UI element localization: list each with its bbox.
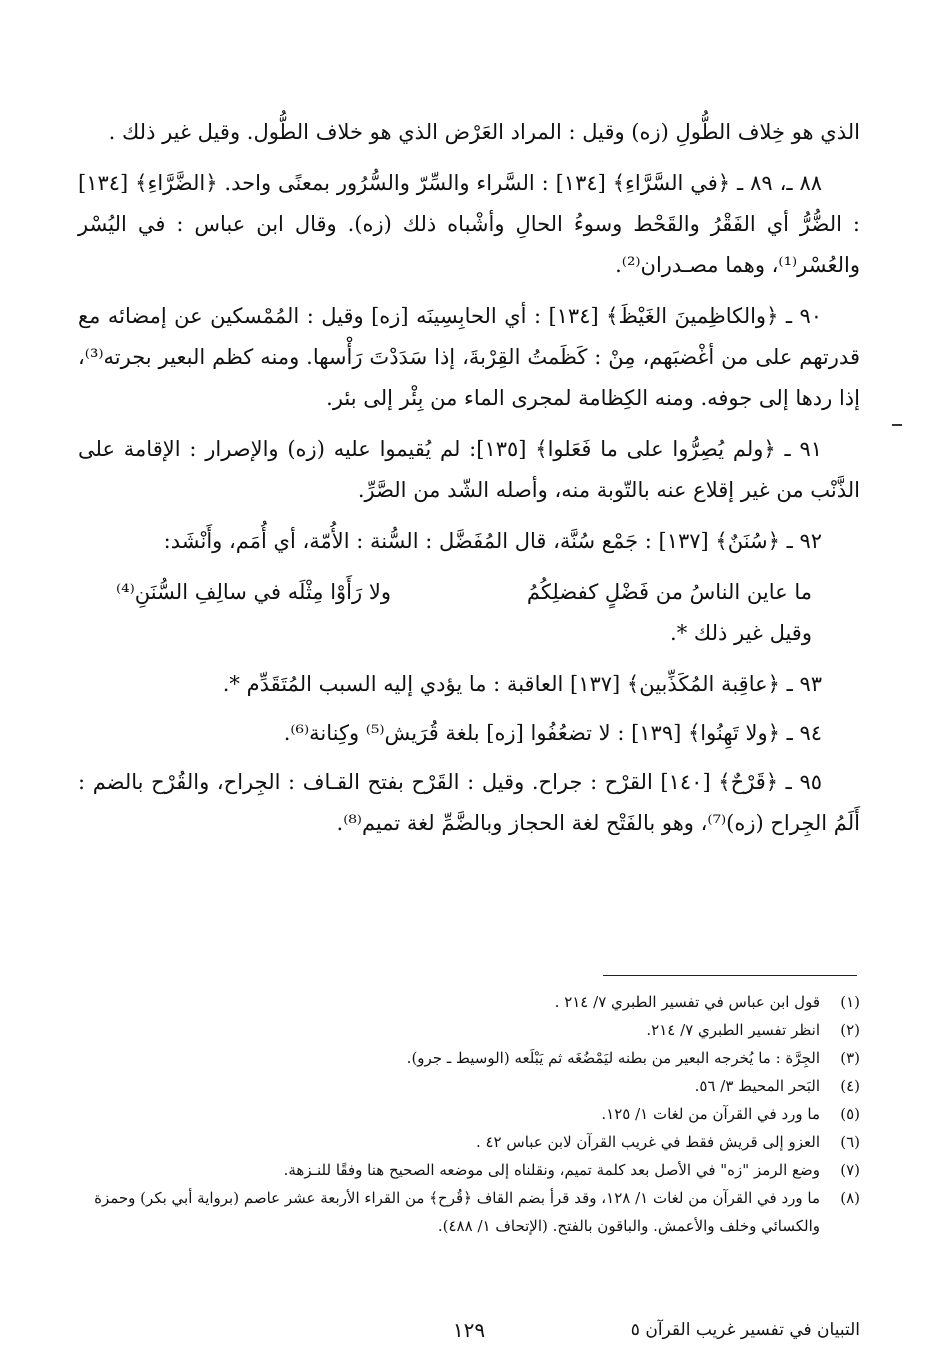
entry-90: ٩٠ ـ ﴿والكاظِمينَ الغَيْظَ﴾ [١٣٤] : أي الحابِسِينَه [زه] وقيل : المُمْسكين عن إمضائه مع قدرتهم على من أغْضبَهم، مِنْ : كَظَمتُ القِرْبةَ، إذا سَدَدْتَ رَأْسها. ومنه كظم البعير بجرته⁽³⁾، إذا ردها إلى جوفه. ومنه الكِظامة لمجرى الماء من بِئْر إلى بئر. bbox=[78, 304, 860, 410]
footnote-text: وضع الرمز "زه" في الأصل بعد كلمة تميم، ونقلناه إلى موضعه الصحيح هنا وفقًا للنـزهة. bbox=[283, 1161, 820, 1179]
footnote bbox=[78, 1184, 860, 1240]
footnote-text: ما ورد في القرآن من لغات ١/ ١٢٥. bbox=[601, 1105, 820, 1123]
entry-88-89: ٨٨ ـ، ٨٩ ـ ﴿في السَّرَّاءِ﴾ [١٣٤] : السَّراء والسِّرّ والسُّرُور بمعنًى واحد. ﴿الضَّرَّاءِ﴾ [١٣٤] : الضُّرُّ أي الفَقْرُ والقَحْط وسوءُ الحالِ وأشْباه ذلك (زه). وقال ابن عباس : في اليُسْر والعُسْر⁽¹⁾، وهما مصـدران⁽²⁾. bbox=[78, 171, 860, 277]
footnote bbox=[78, 988, 860, 1016]
footnote-text: قول ابن عباس في تفسير الطبري ٧/ ٢١٤ . bbox=[554, 993, 820, 1011]
footnote bbox=[78, 1156, 860, 1184]
paragraph-continuation: الذي هو خِلاف الطُّولِ (زه) وقيل : المراد العَرْض الذي هو خلاف الطُّول. وقيل غير ذلك . bbox=[108, 120, 860, 144]
footnote-number: (٧) bbox=[840, 1161, 860, 1179]
footnote-number: (١) bbox=[840, 993, 860, 1011]
verse-hemistich-second: ولا رَأَوْا مِثْلَه في سالِفِ السُّنَنِ⁽⁴⁾ bbox=[116, 580, 391, 604]
footnote-text: العزو إلى قريش فقط في غريب القرآن لابن عباس ٤٢ . bbox=[475, 1133, 820, 1151]
footnote-number: (٢) bbox=[840, 1021, 860, 1039]
verse-note: وقيل غير ذلك *. bbox=[670, 621, 812, 645]
footnote-text: البَحر المحيط ٣/ ٥٦. bbox=[694, 1077, 820, 1095]
entry-94: ٩٤ ـ ﴿ولا تَهِنُوا﴾ [١٣٩] : لا تضعُفُوا [زه] بلغة قُرَيش⁽⁵⁾ وكِنانة⁽⁶⁾. bbox=[283, 721, 822, 745]
footnotes bbox=[78, 988, 860, 1240]
entry-95: ٩٥ ـ ﴿قَرْحٌ﴾ [١٤٠] القرْح : جراح. وقيل : القَرْح بفتح القـاف : الجِراح، والقُرْح بالضم : أَلَمُ الجِراح (زه)⁽⁷⁾، وهو بالفَتْح لغة الحجاز وبالضَّمِّ لغة تميم⁽⁸⁾. bbox=[78, 770, 860, 835]
running-title: التبيان في تفسير غريب القرآن ٥ bbox=[630, 1320, 860, 1340]
page-footer bbox=[78, 1320, 860, 1350]
poetry-verse bbox=[78, 572, 860, 613]
footnote-number: (٨) bbox=[840, 1189, 860, 1207]
footnote-divider bbox=[603, 975, 857, 976]
entry-93: ٩٣ ـ ﴿عاقِبة المُكَذِّبين﴾ [١٣٧] العاقبة : ما يؤدي إليه السبب المُتَقَدِّم *. bbox=[222, 672, 822, 696]
footnote bbox=[78, 1072, 860, 1100]
footnote-text: الجِرَّة : ما يُخرجه البعير من بطنه ليَمْضُغَه ثم يَبْلَعه (الوسيط ـ جرو). bbox=[406, 1049, 820, 1067]
entry-91: ٩١ ـ ﴿ولم يُصِرُّوا على ما فَعَلوا﴾ [١٣٥]: لم يُقيموا عليه (زه) والإصرار : الإقامة على الذَّنْب من غير إقلاع عنه بالتّوبة منه، وأصله الشّد من الصَّرِّ. bbox=[78, 437, 860, 502]
main-text bbox=[78, 112, 860, 854]
footnote bbox=[78, 1044, 860, 1072]
footnote-number: (٦) bbox=[840, 1133, 860, 1151]
footnote-text: ما ورد في القرآن من لغات ١/ ١٢٨، وقد قرأ بضم القاف ﴿قُرح﴾ من القراء الأربعة عشر عاصم (برواية أبي بكر) وحمزة والكسائي وخلف والأعمش. والباقون بالفتح. (الإتحاف ١/ ٤٨٨). bbox=[94, 1189, 820, 1235]
footnote bbox=[78, 1016, 860, 1044]
margin-mark bbox=[892, 424, 902, 426]
footnote-number: (٣) bbox=[840, 1049, 860, 1067]
verse-hemistich-first: ما عاين الناسُ من فَضْلٍ كفضلِكُمُ bbox=[526, 580, 812, 604]
footnote bbox=[78, 1100, 860, 1128]
footnote bbox=[78, 1128, 860, 1156]
entry-92: ٩٢ ـ ﴿سُنَنٌ﴾ [١٣٧] : جَمْع سُنَّة، قال المُفَضَّل : السُّنة : الأُمّة، أي أُمَم، وأَنْشَد: bbox=[163, 529, 822, 553]
footnote-number: (٥) bbox=[840, 1105, 860, 1123]
page-number: ١٢٩ bbox=[452, 1318, 486, 1342]
footnote-number: (٤) bbox=[840, 1077, 860, 1095]
footnote-text: انظر تفسير الطبري ٧/ ٢١٤. bbox=[646, 1021, 820, 1039]
